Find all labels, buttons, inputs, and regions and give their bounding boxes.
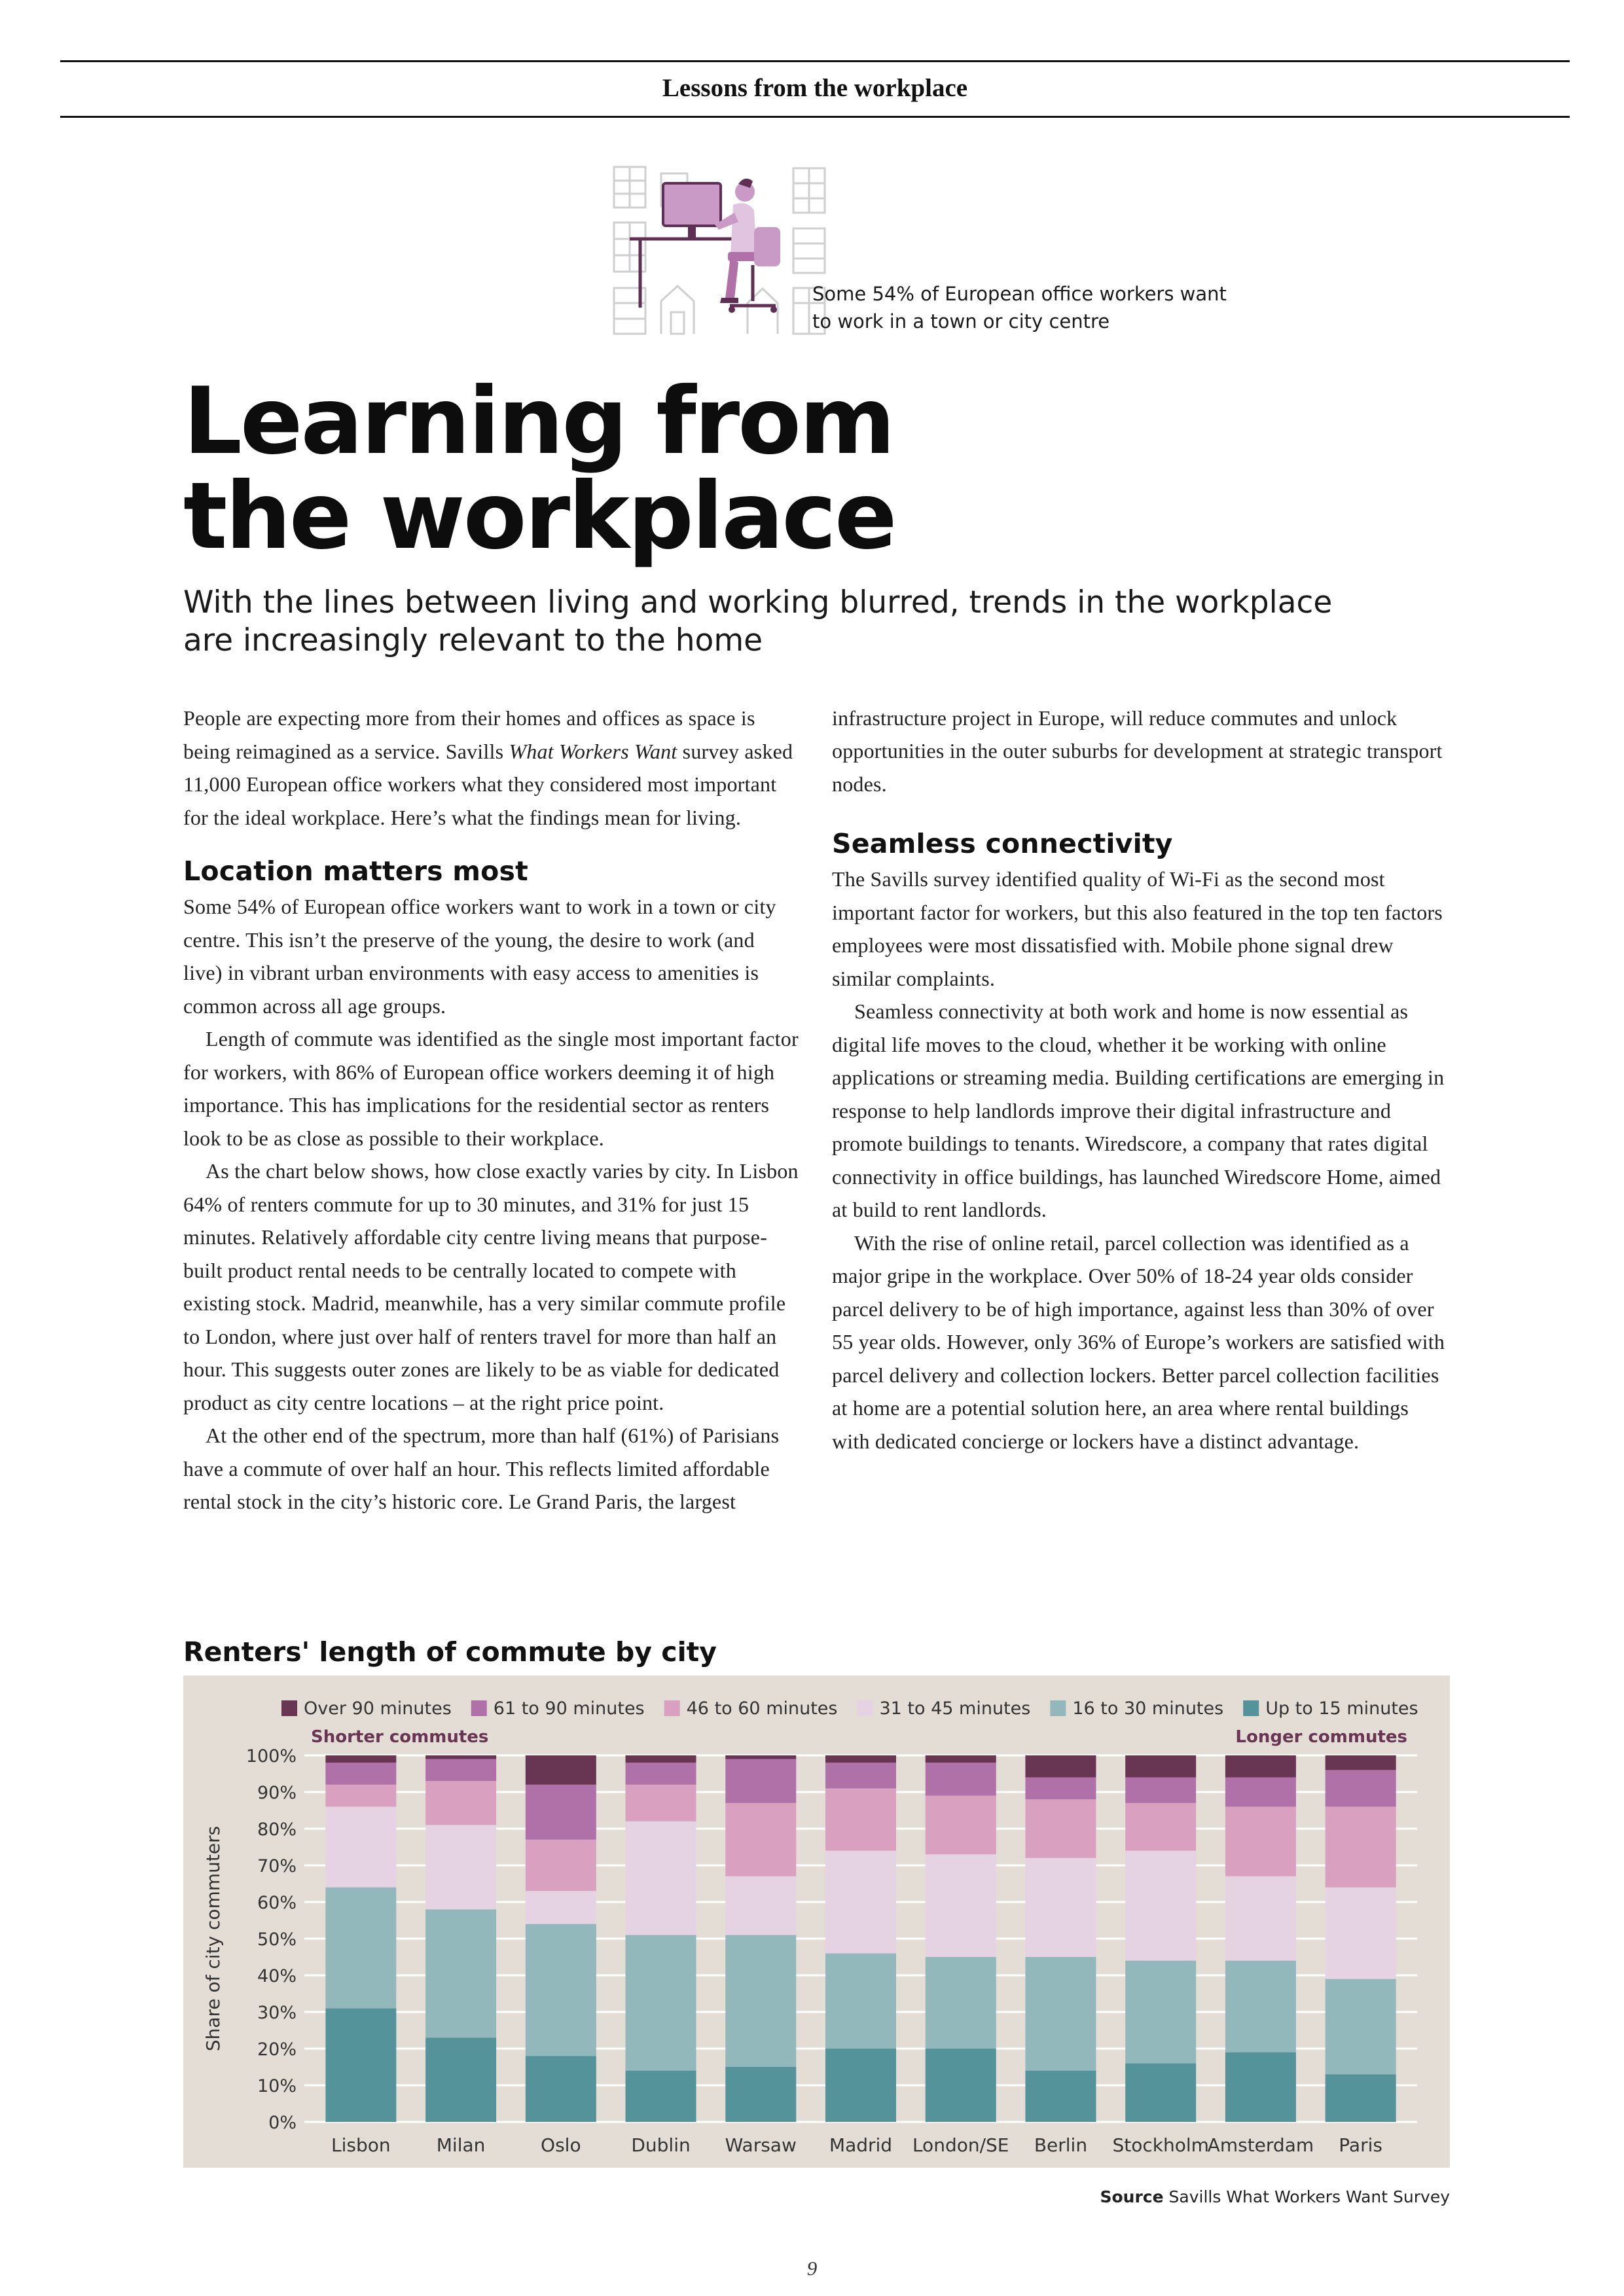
bar-segment-berlin	[1025, 1957, 1096, 2071]
bar-segment-milan	[425, 2037, 496, 2122]
intro-paragraph	[183, 702, 799, 834]
y-tick-label: 30%	[257, 2003, 297, 2023]
bar-segment-madrid	[825, 1851, 896, 1954]
y-tick-label: 100%	[245, 1746, 297, 1767]
y-tick-label: 10%	[257, 2076, 297, 2096]
bar-segment-milan	[425, 1781, 496, 1825]
y-tick-label: 70%	[257, 1856, 297, 1876]
bar-segment-madrid	[825, 1763, 896, 1788]
x-tick-label: Amsterdam	[1207, 2134, 1314, 2156]
x-tick-label: Dublin	[631, 2134, 691, 2156]
intro-text-b: survey asked 11,000 European office workers what they considered most important for the ideal workplace. Here’s what the findings mean for living.	[183, 739, 793, 829]
bar-segment-paris	[1326, 1979, 1396, 2075]
bars	[325, 1755, 1396, 2122]
intro-text-a: People are expecting more from their homes and offices as space is being reimagined as a service. Savills	[183, 706, 755, 763]
legend-label: 16 to 30 minutes	[1072, 1698, 1224, 1719]
bar-segment-stockholm	[1125, 1755, 1196, 1778]
bar-segment-stockholm	[1125, 1961, 1196, 2064]
bar-segment-dublin	[626, 1785, 696, 1821]
x-tick-label: Stockholm	[1112, 2134, 1209, 2156]
annotation-longer-commutes: Longer commutes	[1235, 1727, 1407, 1747]
bar-segment-amsterdam	[1225, 1961, 1296, 2053]
bar-segment-amsterdam	[1225, 2053, 1296, 2122]
bar-segment-warsaw	[725, 1935, 796, 2067]
headline-line-2: the workplace	[183, 463, 895, 570]
bar-segment-london-se	[926, 1755, 996, 1763]
body-paragraph: With the rise of online retail, parcel collection was identified as a major gripe in the workplace. Over 50% of 18-24 year olds consider parcel delivery to be of high importance, against less than 30% of over 55 year olds. However, only 36% of Europe’s workers are satisfied with parcel delivery and collection lockers. Better parcel collection facilities at home are a potential solution here, an area where rental buildings with dedicated concierge or lockers have a distinct advantage.	[832, 1230, 1445, 1453]
x-tick-label: Warsaw	[725, 2134, 797, 2156]
headline	[183, 368, 895, 570]
stacked-bar-chart	[183, 1676, 1450, 2168]
legend	[281, 1698, 1418, 1719]
bar-segment-warsaw	[725, 1803, 796, 1876]
bar-segment-amsterdam	[1225, 1806, 1296, 1876]
article-column-right	[832, 702, 1447, 1458]
bar-segment-london-se	[926, 1957, 996, 2049]
bar-segment-madrid	[825, 1755, 896, 1763]
y-tick-label: 80%	[257, 1820, 297, 1840]
chart-title: Renters' length of commute by city	[183, 1636, 717, 1668]
legend-label: Over 90 minutes	[304, 1698, 452, 1719]
bar-segment-stockholm	[1125, 1851, 1196, 1961]
bar-segment-lisbon	[325, 1806, 396, 1887]
legend-swatch	[1050, 1700, 1066, 1716]
bar-segment-dublin	[626, 1763, 696, 1785]
bar-segment-lisbon	[325, 1785, 396, 1807]
bar-segment-madrid	[825, 1788, 896, 1850]
article-column-left	[183, 702, 799, 1518]
bar-segment-warsaw	[725, 2067, 796, 2122]
bar-segment-oslo	[526, 1891, 596, 1924]
bar-segment-amsterdam	[1225, 1876, 1296, 1961]
source-note	[1100, 2187, 1450, 2206]
y-axis-label: Share of city commuters	[202, 1825, 224, 2052]
legend-swatch	[857, 1700, 873, 1716]
x-tick-label: London/SE	[912, 2134, 1009, 2156]
bar-segment-madrid	[825, 1953, 896, 2049]
legend-swatch	[664, 1700, 680, 1716]
page-number: 9	[806, 2257, 818, 2280]
bar-segment-madrid	[825, 2049, 896, 2122]
x-tick-label: Madrid	[829, 2134, 893, 2156]
bar-segment-lisbon	[325, 1755, 396, 1763]
survey-name: What Workers Want	[509, 739, 677, 763]
annotation-shorter-commutes: Shorter commutes	[311, 1727, 489, 1747]
bar-segment-berlin	[1025, 1799, 1096, 1858]
bar-segment-oslo	[526, 1840, 596, 1891]
bar-segment-paris	[1326, 1806, 1396, 1887]
bar-segment-lisbon	[325, 1888, 396, 2009]
body-paragraph: Seamless connectivity at both work and home is now essential as digital life moves to the cloud, whether it be working with online applications or streaming media. Building certifications are emerging in response to help landlords improve their digital infrastructure and promote buildings to tenants. Wiredscore, a company that rates digital connectivity in office buildings, has launched Wiredscore Home, aimed at build to rent landlords.	[832, 999, 1445, 1221]
bar-segment-stockholm	[1125, 2063, 1196, 2122]
bar-segment-paris	[1326, 1755, 1396, 1770]
bar-segment-dublin	[626, 2071, 696, 2122]
running-head: Lessons from the workplace	[662, 74, 968, 102]
y-tick-label: 50%	[257, 1929, 297, 1950]
pull-quote: Some 54% of European office workers want to work in a town or city centre	[812, 283, 1227, 332]
body-paragraph: The Savills survey identified quality of Wi-Fi as the second most important factor for workers, but this also featured in the top ten factors employees were most dissatisfied with. Mobile phone signal drew similar complaints.	[832, 867, 1443, 990]
bar-segment-milan	[425, 1759, 496, 1782]
bar-segment-london-se	[926, 2049, 996, 2122]
bar-segment-berlin	[1025, 1755, 1096, 1778]
bar-segment-lisbon	[325, 2008, 396, 2122]
legend-label: 61 to 90 minutes	[493, 1698, 645, 1719]
chart-panel	[183, 1676, 1450, 2168]
bar-segment-london-se	[926, 1854, 996, 1957]
bar-segment-lisbon	[325, 1763, 396, 1785]
y-tick-label: 40%	[257, 1966, 297, 1986]
bar-segment-amsterdam	[1225, 1778, 1296, 1807]
bar-segment-paris	[1326, 1888, 1396, 1979]
bar-segment-oslo	[526, 2056, 596, 2122]
y-tick-label: 60%	[257, 1893, 297, 1913]
x-tick-label: Paris	[1339, 2134, 1382, 2156]
person-at-desk-icon	[609, 160, 831, 340]
bar-segment-stockholm	[1125, 1778, 1196, 1803]
bar-segment-stockholm	[1125, 1803, 1196, 1851]
legend-label: Up to 15 minutes	[1265, 1698, 1418, 1719]
x-tick-label: Oslo	[541, 2134, 581, 2156]
bar-segment-oslo	[526, 1924, 596, 2056]
section-heading-connectivity: Seamless connectivity	[832, 828, 1173, 859]
legend-label: 46 to 60 minutes	[686, 1698, 838, 1719]
bar-segment-paris	[1326, 1770, 1396, 1806]
legend-swatch	[1243, 1700, 1259, 1716]
top-rule	[60, 60, 1570, 62]
bar-segment-london-se	[926, 1796, 996, 1855]
source-text: Savills What Workers Want Survey	[1163, 2187, 1450, 2206]
bar-segment-paris	[1326, 2074, 1396, 2122]
bar-segment-warsaw	[725, 1755, 796, 1759]
bar-segment-dublin	[626, 1935, 696, 2070]
bar-segment-berlin	[1025, 2071, 1096, 2122]
body-paragraph-continued: At the other end of the spectrum, more than half (61%) of Parisians have a commute of over half an hour. This reflects limited affordable rental stock in the city’s historic core. Le Grand Paris, the largest	[183, 1424, 780, 1513]
y-tick-label: 20%	[257, 2039, 297, 2060]
bar-segment-berlin	[1025, 1778, 1096, 1800]
bar-segment-milan	[425, 1909, 496, 2037]
source-label: Source	[1100, 2187, 1164, 2206]
legend-label: 31 to 45 minutes	[879, 1698, 1031, 1719]
section-heading-location: Location matters most	[183, 855, 528, 887]
x-tick-label: Berlin	[1034, 2134, 1088, 2156]
column-continuation	[832, 702, 1447, 801]
bar-segment-milan	[425, 1825, 496, 1909]
bar-segment-berlin	[1025, 1858, 1096, 1957]
x-tick-label: Milan	[436, 2134, 486, 2156]
bar-segment-dublin	[626, 1821, 696, 1935]
x-tick-label: Lisbon	[331, 2134, 391, 2156]
headline-line-1: Learning from	[183, 368, 893, 475]
legend-swatch	[471, 1700, 487, 1716]
legend-swatch	[281, 1700, 297, 1716]
bar-segment-dublin	[626, 1755, 696, 1763]
header-rule	[60, 116, 1570, 118]
body-paragraph-continued: infrastructure project in Europe, will reduce commutes and unlock opportunities in the outer suburbs for development at strategic transport nodes.	[832, 706, 1443, 796]
body-paragraph: Length of commute was identified as the single most important factor for workers, with 86% of European office workers deeming it of high importance. This has implications for the residential sector as renters look to be as close as possible to their workplace.	[183, 1027, 799, 1150]
bar-segment-london-se	[926, 1763, 996, 1795]
axes	[246, 1746, 1382, 2156]
bar-segment-amsterdam	[1225, 1755, 1296, 1778]
bar-segment-warsaw	[725, 1759, 796, 1803]
body-paragraph: As the chart below shows, how close exactly varies by city. In Lisbon 64% of renters commute for up to 30 minutes, and 31% for just 15 minutes. Relatively affordable city centre living means that purpose-built product rental needs to be centrally located to compete with existing stock. Madrid, meanwhile, has a very similar commute profile to London, where just over half of renters travel for more than half an hour. This suggests outer zones are likely to be as viable for dedicated product as city centre locations – at the right price point.	[183, 1159, 799, 1414]
bar-segment-warsaw	[725, 1876, 796, 1935]
bar-segment-oslo	[526, 1755, 596, 1785]
bar-segment-milan	[425, 1755, 496, 1759]
body-paragraph: Some 54% of European office workers want to work in a town or city centre. This isn’t the preserve of the young, the desire to work (and live) in vibrant urban environments with easy access to amenities is common across all age groups.	[183, 895, 776, 1018]
y-tick-label: 90%	[257, 1783, 297, 1803]
standfirst: With the lines between living and working blurred, trends in the workplace are increasingly relevant to the home	[183, 584, 1333, 658]
y-tick-label: 0%	[268, 2113, 297, 2133]
bar-segment-oslo	[526, 1785, 596, 1840]
